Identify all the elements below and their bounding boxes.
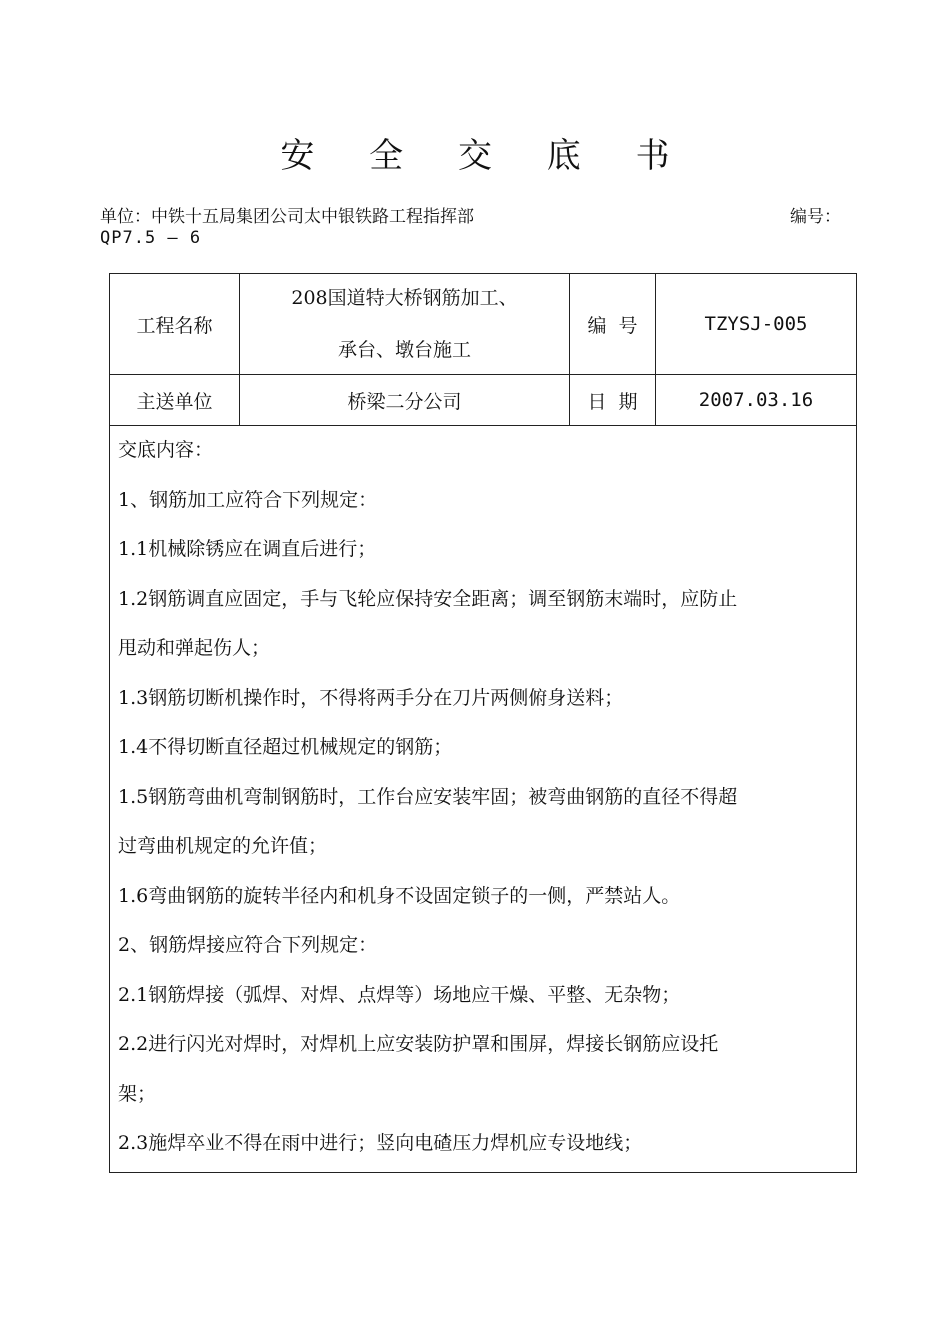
- content-line: 1.4不得切断直径超过机械规定的钢筋；: [118, 736, 453, 758]
- project-name-line2: 承台、墩台施工: [337, 339, 471, 361]
- content-line: 过弯曲机规定的允许值；: [118, 835, 328, 857]
- unit-line: 单位：中铁十五局集团公司太中银铁路工程指挥部: [100, 207, 474, 227]
- date-label: 日 期: [587, 390, 638, 413]
- document-title: 安 全 交 底 书: [280, 136, 692, 176]
- serial-number-value: TZYSJ-005: [704, 313, 808, 335]
- content-line: 1.5钢筋弯曲机弯制钢筋时，工作台应安装牢固；被弯曲钢筋的直径不得超: [118, 785, 738, 808]
- content-line: 架；: [118, 1082, 157, 1105]
- content-line: 1.1机械除锈应在调直后进行；: [118, 538, 377, 560]
- serial-number-label: 编 号: [587, 314, 638, 337]
- project-name-line1: 208国道特大桥钢筋加工、: [291, 287, 518, 309]
- content-line: 1.6弯曲钢筋的旋转半径内和机身不设固定锁子的一侧，严禁站人。: [118, 884, 681, 907]
- content-line: 1.3钢筋切断机操作时，不得将两手分在刀片两侧俯身送料；: [118, 686, 624, 709]
- content-line: 甩动和弹起伤人；: [118, 637, 271, 659]
- project-name-label: 工程名称: [136, 314, 213, 337]
- content-line: 2.1钢筋焊接（弧焊、对焊、点焊等）场地应干燥、平整、无杂物；: [118, 983, 681, 1006]
- content-line: 2.3施焊卒业不得在雨中进行；竖向电碴压力焊机应专设地线；: [118, 1132, 643, 1154]
- project-name-value: [240, 274, 569, 374]
- recipient-unit-label: 主送单位: [136, 390, 213, 413]
- content-line: 2、钢筋焊接应符合下列规定：: [118, 934, 378, 956]
- safety-briefing-form: [109, 273, 857, 1173]
- document-code-value: QP7.5 – 6: [100, 228, 202, 248]
- document-code-label: 编号：: [790, 207, 841, 227]
- briefing-content: [118, 426, 848, 1169]
- content-line: 1.2钢筋调直应固定，手与飞轮应保持安全距离；调至钢筋末端时，应防止: [118, 587, 738, 610]
- content-line: 1、钢筋加工应符合下列规定：: [118, 488, 378, 511]
- content-line: 2.2进行闪光对焊时，对焊机上应安装防护罩和围屏，焊接长钢筋应设托: [118, 1033, 719, 1055]
- content-heading: 交底内容：: [118, 439, 214, 461]
- date-value: 2007.03.16: [698, 389, 814, 411]
- recipient-unit-value: 桥梁二分公司: [347, 390, 462, 413]
